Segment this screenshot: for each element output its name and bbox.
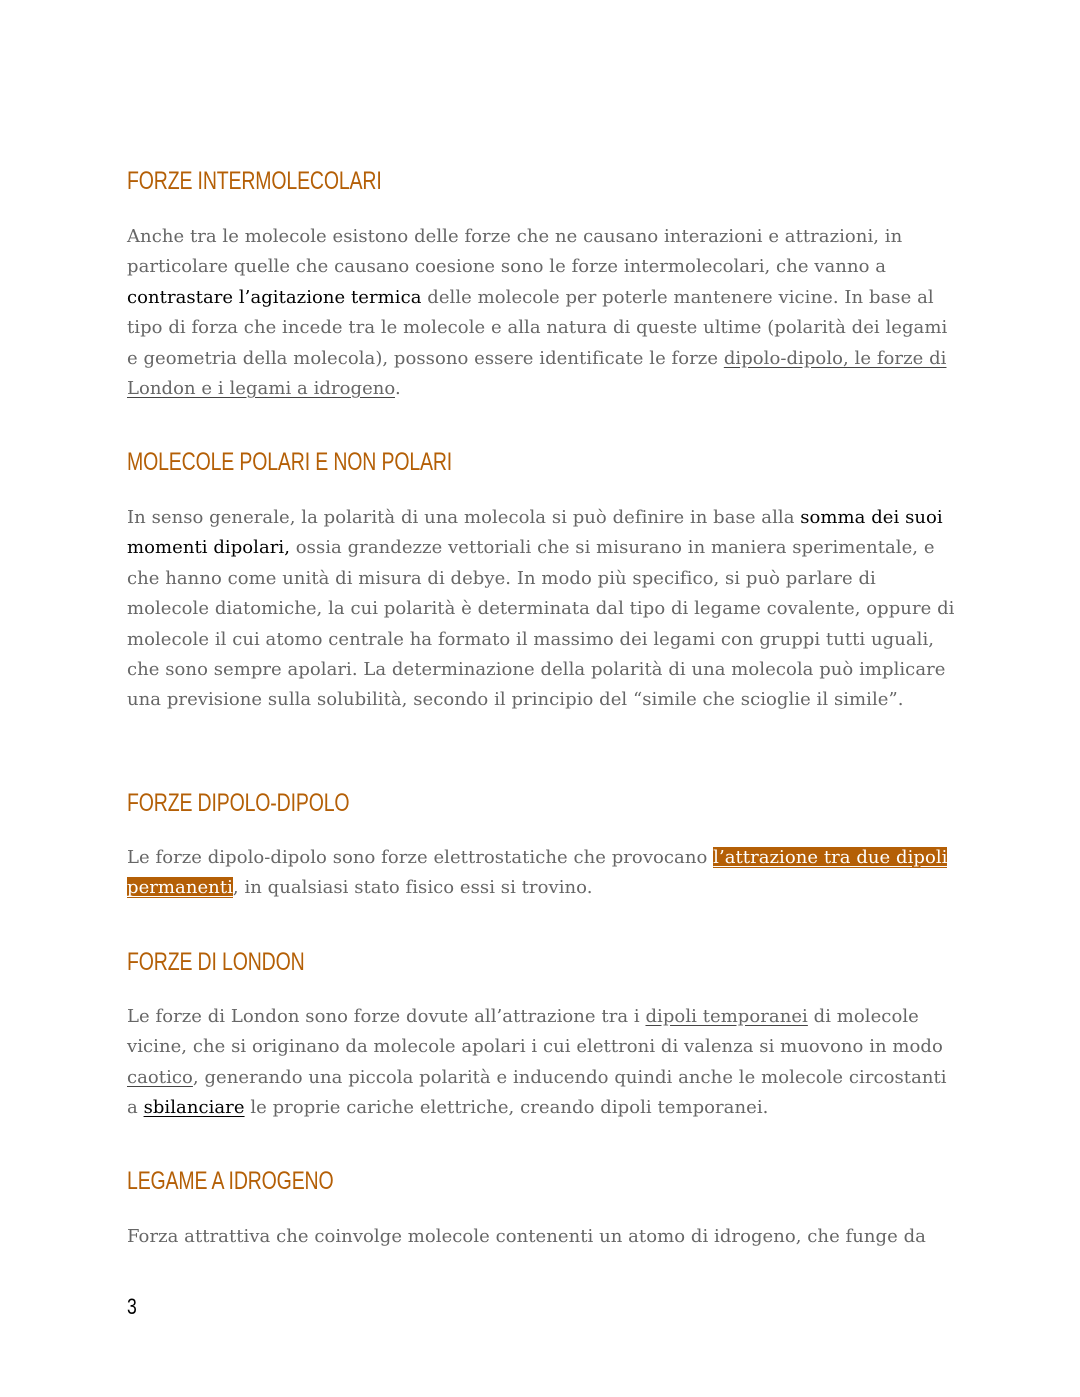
paragraph-text: di molecole vicine, che si originano da molecole apolari i cui elettroni di valenza si muovono in modo bbox=[127, 1006, 943, 1058]
emphasis-text: contrastare l’agitazione termica bbox=[127, 286, 422, 308]
highlighted-text: l’attrazione tra due dipoli permanenti bbox=[127, 847, 948, 899]
section-paragraph-legame-a-idrogeno bbox=[127, 1222, 957, 1252]
section-paragraph-forze-intermolecolari bbox=[127, 222, 957, 404]
section-heading-forze-intermolecolari: FORZE INTERMOLECOLARI bbox=[127, 167, 382, 195]
link-sbilanciare[interactable]: sbilanciare bbox=[143, 1097, 245, 1119]
paragraph-text: delle molecole per poterle mantenere vicine. In base al tipo di forza che incede tra le molecole e alla natura di queste ultime (polarità dei legami e geometria della molecola), possono essere identificate le forze bbox=[127, 286, 948, 369]
section-paragraph-forze-di-london bbox=[127, 1002, 957, 1124]
paragraph-text: . bbox=[394, 378, 401, 400]
paragraph-text: , in qualsiasi stato fisico essi si trovino. bbox=[232, 877, 593, 899]
link-dipolo-dipolo-london-idrogeno[interactable]: dipolo-dipolo, le forze di London e i legami a idrogeno bbox=[127, 347, 947, 400]
paragraph-text: Anche tra le molecole esistono delle forze che ne causano interazioni e attrazioni, in particolare quelle che causano coesione sono le forze intermolecolari, che vanno a bbox=[127, 226, 903, 278]
section-paragraph-molecole-polari bbox=[127, 503, 957, 716]
link-caotico[interactable]: caotico bbox=[127, 1066, 193, 1088]
paragraph-text: Forza attrattiva che coinvolge molecole contenenti un atomo di idrogeno, che funge da bbox=[127, 1226, 926, 1247]
page-number: 3 bbox=[127, 1294, 137, 1319]
section-paragraph-forze-dipolo-dipolo bbox=[127, 843, 957, 904]
paragraph-text: Le forze dipolo-dipolo sono forze elettrostatiche che provocano bbox=[127, 847, 714, 868]
paragraph-text: le proprie cariche elettriche, creando dipoli temporanei. bbox=[244, 1097, 769, 1119]
section-heading-forze-dipolo-dipolo: FORZE DIPOLO-DIPOLO bbox=[127, 789, 350, 817]
paragraph-text: ossia grandezze vettoriali che si misurano in maniera sperimentale, e che hanno come unità di misura di debye. In modo più specifico, si può parlare di molecole diatomiche, la cui polarità è determinata dal tipo di legame covalente, oppure di molecole il cui atomo centrale ha formato il massimo dei legami con gruppi tutti uguali, che sono sempre apolari. La determinazione della polarità di una molecola può implicare una previsione sulla solubilità, secondo il principio del “simile che scioglie il simile”. bbox=[127, 537, 955, 711]
paragraph-text: , generando una piccola polarità e inducendo quindi anche le molecole circostanti a bbox=[127, 1066, 947, 1119]
paragraph-text: Le forze di London sono forze dovute all’attrazione tra i bbox=[127, 1006, 646, 1027]
section-heading-legame-a-idrogeno: LEGAME A IDROGENO bbox=[127, 1167, 334, 1195]
emphasis-text: somma dei suoi momenti dipolari, bbox=[127, 507, 943, 559]
section-heading-molecole-polari: MOLECOLE POLARI E NON POLARI bbox=[127, 448, 453, 476]
paragraph-text: In senso generale, la polarità di una molecola si può definire in base alla bbox=[127, 507, 801, 528]
section-heading-forze-di-london: FORZE DI LONDON bbox=[127, 948, 305, 976]
link-dipoli-temporanei[interactable]: dipoli temporanei bbox=[645, 1006, 808, 1027]
